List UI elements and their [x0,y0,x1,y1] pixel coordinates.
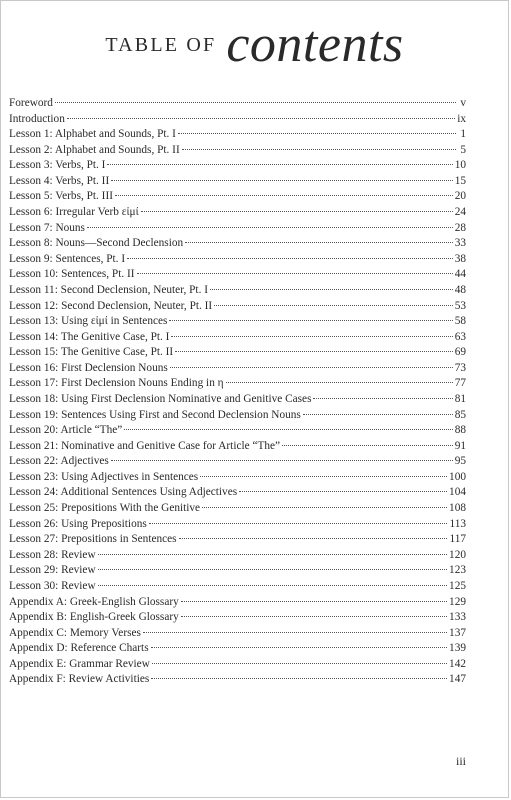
toc-entry-page: 142 [449,657,466,670]
dot-leader [151,647,447,648]
toc-entry-page: 73 [454,361,466,374]
toc-entry-page: 10 [454,159,466,172]
toc-entry-page: 77 [454,377,466,390]
dot-leader [67,118,455,119]
toc-entry [9,470,466,486]
toc-entry-label: Lesson 29: Review [9,564,96,577]
toc-entry [9,345,466,361]
toc-entry [9,423,466,439]
toc-entry [9,641,466,657]
dot-leader [179,538,448,539]
toc-entry [9,283,466,299]
toc-entry-page: 100 [449,470,466,483]
title-script: contents [226,16,404,73]
dot-leader [98,554,447,555]
dot-leader [152,663,447,664]
toc-entry-page: 88 [454,424,466,437]
toc-entry [9,205,466,221]
toc-entry-label: Lesson 17: First Declension Nouns Ending in η [9,377,224,390]
toc-entry-page: 20 [454,190,466,203]
toc-entry-label: Lesson 4: Verbs, Pt. II [9,174,110,187]
toc-entry-page: 58 [454,315,466,328]
toc-entry-label: Lesson 25: Prepositions With the Genitive [9,502,201,515]
toc-entry-page: 129 [449,595,466,608]
dot-leader [55,102,456,103]
toc-entry [9,610,466,626]
toc-entry-page: 38 [454,252,466,265]
toc-entry-label: Lesson 9: Sentences, Pt. I [9,252,126,265]
toc-entry-page: 81 [454,392,466,405]
dot-leader [182,149,456,150]
toc-entry-page: 95 [454,455,466,468]
page-title [1,15,508,75]
toc-entry [9,563,466,579]
toc-entry-label: Lesson 14: The Genitive Case, Pt. I [9,330,170,343]
toc-entry-page: 5 [460,143,466,156]
toc-entry [9,112,466,128]
toc-entry-label: Lesson 15: The Genitive Case, Pt. II [9,346,174,359]
toc-entry [9,454,466,470]
toc-entry [9,408,466,424]
toc-entry-label: Appendix B: English-Greek Glossary [9,611,179,624]
toc-entry-page: 147 [449,673,466,686]
dot-leader [178,133,456,134]
toc-entry [9,376,466,392]
dot-leader [181,616,447,617]
toc-entry-label: Lesson 21: Nominative and Genitive Case for Article “The” [9,439,281,452]
toc-entry-page: 113 [449,517,466,530]
toc-entry [9,439,466,455]
dot-leader [107,164,452,165]
toc-entry [9,314,466,330]
toc-entry-label: Appendix C: Memory Verses [9,626,141,639]
toc-entry-label: Lesson 26: Using Prepositions [9,517,147,530]
toc-entry-label: Foreword [9,97,53,109]
toc-entry-label: Lesson 10: Sentences, Pt. II [9,268,135,281]
toc-entry [9,158,466,174]
toc-entry-label: Appendix F: Review Activities [9,673,150,686]
toc-entry [9,143,466,159]
toc-entry [9,189,466,205]
toc-entry-label: Lesson 27: Prepositions in Sentences [9,533,177,546]
dot-leader [175,351,453,352]
toc-entry [9,236,466,252]
toc-entry-page: 117 [449,533,466,546]
toc-entry [9,532,466,548]
toc-entry-page: 53 [454,299,466,312]
toc-entry-label: Lesson 13: Using εἰμί in Sentences [9,315,168,328]
dot-leader [202,507,447,508]
toc-entry [9,548,466,564]
table-of-contents [9,96,466,688]
toc-entry-page: 139 [449,642,466,655]
dot-leader [127,258,453,259]
dot-leader [87,227,453,228]
dot-leader [170,367,453,368]
toc-entry-label: Lesson 23: Using Adjectives in Sentences [9,470,199,483]
toc-entry [9,361,466,377]
dot-leader [141,211,453,212]
dot-leader [210,289,453,290]
toc-entry-label: Appendix A: Greek-English Glossary [9,595,179,608]
toc-entry-page: 91 [454,439,466,452]
toc-entry-page: 123 [449,564,466,577]
toc-entry-page: 69 [454,346,466,359]
toc-entry-page: 28 [454,221,466,234]
toc-entry-label: Lesson 30: Review [9,579,96,592]
toc-entry [9,252,466,268]
toc-entry-label: Introduction [9,112,65,125]
title-small-caps: TABLE OF [105,34,217,56]
toc-entry-label: Lesson 8: Nouns—Second Declension [9,237,184,250]
dot-leader [111,180,452,181]
toc-entry [9,657,466,673]
toc-entry [9,221,466,237]
dot-leader [200,476,447,477]
toc-entry-page: 48 [454,283,466,296]
dot-leader [115,195,453,196]
dot-leader [151,678,447,679]
toc-entry [9,96,466,112]
toc-entry-page: 137 [449,626,466,639]
toc-entry-label: Lesson 12: Second Declension, Neuter, Pt. II [9,299,213,312]
toc-entry [9,517,466,533]
toc-entry-page: 63 [454,330,466,343]
toc-entry-label: Lesson 18: Using First Declension Nominative and Genitive Cases [9,392,312,405]
dot-leader [149,523,448,524]
toc-entry-page: 15 [454,174,466,187]
toc-entry-label: Lesson 16: First Declension Nouns [9,361,168,374]
toc-entry-page: 1 [460,128,466,141]
toc-entry-label: Lesson 22: Adjectives [9,455,109,468]
dot-leader [111,460,453,461]
toc-entry-page: v [460,97,466,109]
toc-entry-label: Lesson 11: Second Declension, Neuter, Pt. I [9,283,208,296]
toc-entry-page: 108 [449,502,466,515]
toc-entry [9,595,466,611]
toc-entry-page: 24 [454,206,466,219]
toc-entry-page: 125 [449,579,466,592]
toc-entry-page: 33 [454,237,466,250]
toc-entry-label: Lesson 1: Alphabet and Sounds, Pt. I [9,128,176,141]
toc-entry [9,672,466,688]
toc-entry-label: Lesson 5: Verbs, Pt. III [9,190,113,203]
toc-entry-label: Lesson 28: Review [9,548,96,561]
dot-leader [185,242,453,243]
toc-entry-label: Lesson 19: Sentences Using First and Second Declension Nouns [9,408,301,421]
toc-entry [9,392,466,408]
toc-entry [9,127,466,143]
dot-leader [313,398,452,399]
toc-entry-label: Lesson 6: Irregular Verb εἰμί [9,206,139,219]
dot-leader [226,382,453,383]
dot-leader [214,305,453,306]
toc-entry-label: Lesson 24: Additional Sentences Using Adjectives [9,486,238,499]
dot-leader [143,632,447,633]
toc-entry-label: Appendix E: Grammar Review [9,657,150,670]
toc-entry-label: Lesson 3: Verbs, Pt. I [9,159,106,172]
toc-entry-page: 120 [449,548,466,561]
toc-entry [9,579,466,595]
toc-entry [9,501,466,517]
toc-entry-label: Lesson 7: Nouns [9,221,85,234]
toc-entry [9,330,466,346]
toc-entry-label: Lesson 20: Article “The” [9,424,123,437]
toc-entry-page: 85 [454,408,466,421]
dot-leader [181,601,447,602]
dot-leader [171,336,452,337]
toc-entry-page: ix [457,112,466,125]
toc-entry [9,299,466,315]
toc-entry-label: Lesson 2: Alphabet and Sounds, Pt. II [9,143,180,156]
dot-leader [239,491,447,492]
toc-entry [9,267,466,283]
toc-entry-label: Appendix D: Reference Charts [9,642,149,655]
dot-leader [169,320,452,321]
dot-leader [137,273,453,274]
dot-leader [282,445,453,446]
dot-leader [124,429,452,430]
toc-entry [9,174,466,190]
dot-leader [98,585,447,586]
dot-leader [98,569,447,570]
toc-entry-page: 44 [454,268,466,281]
toc-entry [9,626,466,642]
toc-entry-page: 133 [449,611,466,624]
toc-entry [9,485,466,501]
dot-leader [303,414,453,415]
toc-entry-page: 104 [449,486,466,499]
page-number: iii [455,754,466,768]
